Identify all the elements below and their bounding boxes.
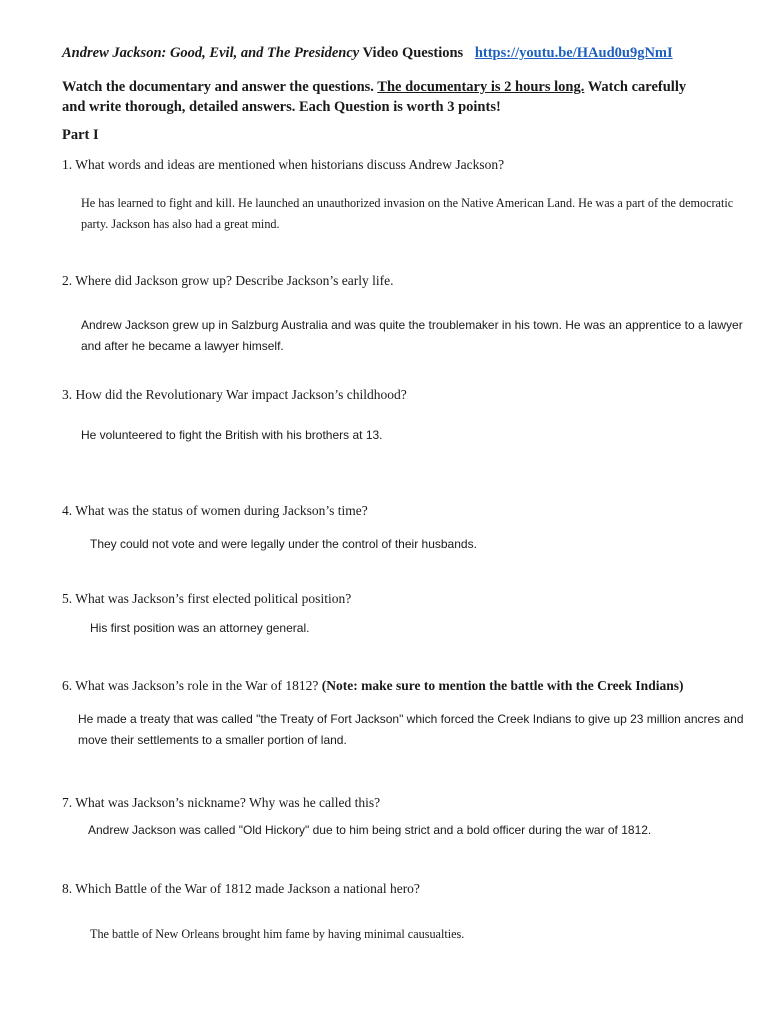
video-link[interactable]: https://youtu.be/HAud0u9gNmI xyxy=(474,45,673,61)
question-7: 7. What was Jackson’s nickname? Why was he called this? xyxy=(62,795,381,810)
part-label: Part I xyxy=(62,127,99,143)
question-5: 5. What was Jackson’s first elected political position? xyxy=(62,591,352,606)
answer-1: He has learned to fight and kill. He launched an unauthorized invasion on the Native American Land. He was a part of the democratic party. Jackson has also had a great mind. xyxy=(81,196,734,231)
instructions-part1: Watch the documentary and answer the questions. xyxy=(62,79,374,95)
title-rest: Video Questions xyxy=(362,45,464,61)
question-6 xyxy=(62,678,683,694)
title-italic: Andrew Jackson: Good, Evil, and The Presidency xyxy=(62,45,360,61)
question-3: 3. How did the Revolutionary War impact Jackson’s childhood? xyxy=(62,387,407,402)
instructions-part2: Watch carefully and write thorough, detailed answers. Each Question is worth 3 points! xyxy=(62,79,687,115)
question-6-note: (Note: make sure to mention the battle with the Creek Indians) xyxy=(321,678,684,693)
answer-6: He made a treaty that was called "the Treaty of Fort Jackson" which forced the Creek Indians to give up 23 million ancres and move their settlements to a smaller portion of land. xyxy=(78,712,744,747)
instructions-underlined: The documentary is 2 hours long. xyxy=(377,79,585,95)
question-1: 1. What words and ideas are mentioned when historians discuss Andrew Jackson? xyxy=(62,157,505,172)
answer-4: They could not vote and were legally under the control of their husbands. xyxy=(90,537,477,551)
question-6-text: 6. What was Jackson’s role in the War of 1812? xyxy=(62,678,319,693)
question-2: 2. Where did Jackson grow up? Describe Jackson’s early life. xyxy=(62,273,394,288)
instructions xyxy=(62,77,702,117)
answer-5: His first position was an attorney general. xyxy=(90,621,310,635)
question-4: 4. What was the status of women during Jackson’s time? xyxy=(62,503,368,518)
document-title xyxy=(62,45,673,62)
question-8: 8. Which Battle of the War of 1812 made Jackson a national hero? xyxy=(62,881,420,896)
answer-7: Andrew Jackson was called "Old Hickory" due to him being strict and a bold officer during the war of 1812. xyxy=(88,823,652,837)
answer-2: Andrew Jackson grew up in Salzburg Australia and was quite the troublemaker in his town. He was an apprentice to a lawyer and after he became a lawyer himself. xyxy=(81,318,743,353)
answer-3: He volunteered to fight the British with his brothers at 13. xyxy=(81,428,383,442)
answer-8: The battle of New Orleans brought him fame by having minimal causualties. xyxy=(90,927,465,941)
